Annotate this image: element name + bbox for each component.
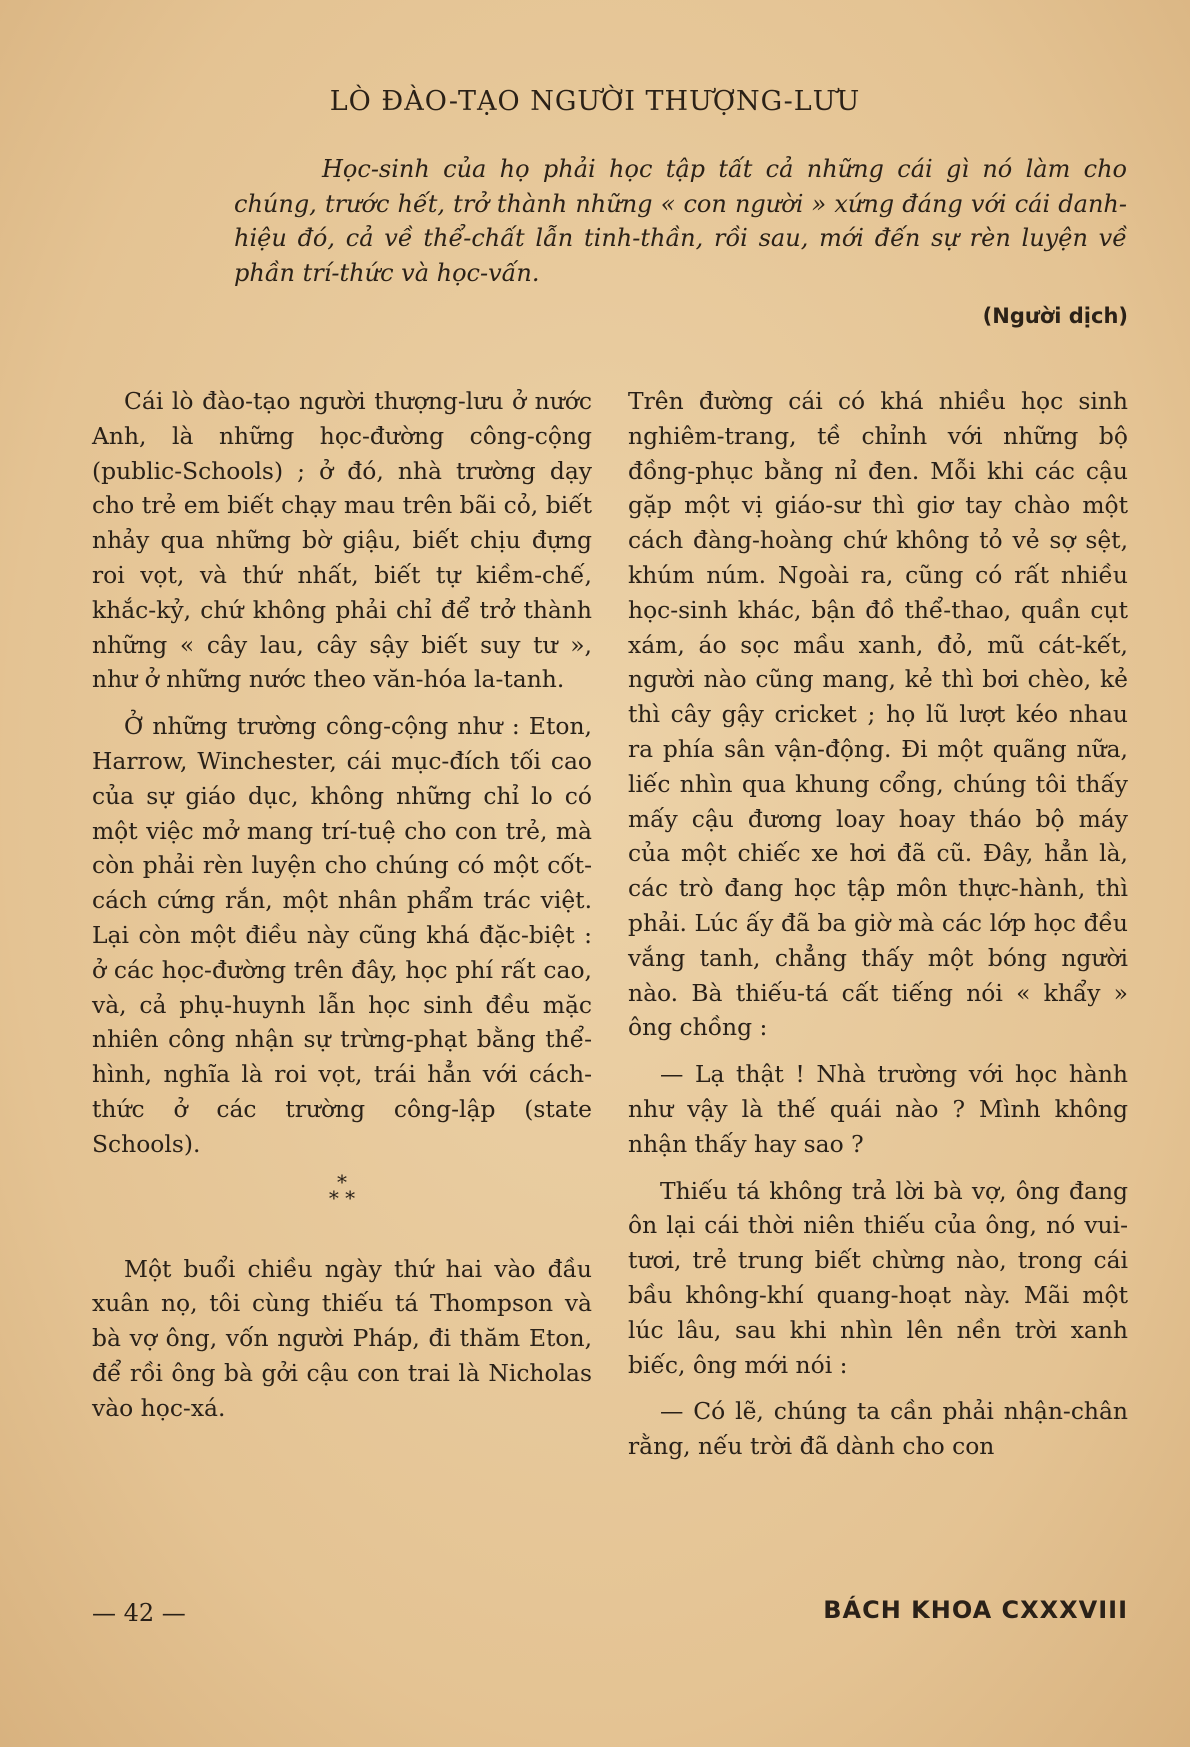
journal-name: BÁCH KHOA CXXXVIII (823, 1596, 1128, 1624)
paragraph: — Có lẽ, chúng ta cần phải nhận-chân rằng, nếu trời đã dành cho con (628, 1397, 1128, 1461)
epigraph (234, 152, 1127, 290)
article-title: LÒ ĐÀO-TẠO NGƯỜI THƯỢNG-LƯU (329, 86, 861, 117)
paragraph: — Lạ thật ! Nhà trường với học hành như vậy là thế quái nào ? Mình không nhận thấy hay sao ? (628, 1060, 1128, 1158)
paragraph: Trên đường cái có khá nhiều học sinh nghiêm-trang, tề chỉnh với những bộ đồng-phục bằng nỉ đen. Mỗi khi các cậu gặp một vị giáo-sư thì giơ tay chào một cách đàng-hoàng chứ không tỏ vẻ sợ sệt, khúm núm. Ngoài ra, cũng có rất nhiều học-sinh khác, bận đồ thể-thao, quần cụt xám, áo sọc mầu xanh, đỏ, mũ cát-kết, người nào cũng mang, kẻ thì bơi chèo, kẻ thì cây gậy cricket ; họ lũ lượt kéo nhau ra phía sân vận-động. Đi một quãng nữa, liếc nhìn qua khung cổng, chúng tôi thấy mấy cậu đương loay hoay tháo bộ máy của một chiếc xe hơi đã cũ. Đây, hẳn là, các trò đang học tập môn thực-hành, thì phải. Lúc ấy đã ba giờ mà các lớp học đều vắng tanh, chẳng thấy một bóng người nào. Bà thiếu-tá cất tiếng nói « khẩy » ông chồng : (628, 387, 1128, 1042)
paragraph: Một buổi chiều ngày thứ hai vào đầu xuân nọ, tôi cùng thiếu tá Thompson và bà vợ ông, vốn người Pháp, đi thăm Eton, để rồi ông bà gởi cậu con trai là Nicholas vào học-xá. (92, 1254, 592, 1422)
paragraph: Thiếu tá không trả lời bà vợ, ông đang ôn lại cái thời niên thiếu của ông, nó vui-tươi, trẻ trung biết chừng nào, trong cái bầu không-khí quang-hoạt này. Mãi một lúc lâu, sau khi nhìn lên nền trời xanh biếc, ông mới nói : (628, 1176, 1128, 1379)
divider-asterisks: * * * (328, 1169, 356, 1210)
section-divider (92, 1169, 592, 1210)
paragraph: Ở những trường công-cộng như : Eton, Harrow, Winchester, cái mục-đích tối cao của sự giáo dục, không những chỉ lo có một việc mở mang trí-tuệ cho con trẻ, mà còn phải rèn luyện cho chúng có một cốt-cách cứng rắn, một nhân phẩm trác việt. Lại còn một điều này cũng khá đặc-biệt : ở các học-đường trên đây, học phí rất cao, và, cả phụ-huynh lẫn học sinh đều mặc nhiên công nhận sự trừng-phạt bằng thể-hình, nghĩa là roi vọt, trái hẳn với cách-thức ở các trường công-lập (state Schools). (92, 712, 592, 1158)
right-column (628, 384, 1128, 1476)
translator-credit: (Người dịch) (982, 304, 1128, 328)
left-column (92, 384, 592, 1438)
paragraph: Cái lò đào-tạo người thượng-lưu ở nước Anh, là những học-đường công-cộng (public-Schools) ; ở đó, nhà trường dạy cho trẻ em biết chạy mau trên bãi cỏ, biết nhảy qua những bờ giậu, biết chịu đựng roi vọt, và thứ nhất, biết tự kiềm-chế, khắc-kỷ, chứ không phải chỉ để trở thành những « cây lau, cây sậy biết suy tư », như ở những nước theo văn-hóa la-tanh. (92, 387, 592, 694)
page-number: — 42 — (92, 1599, 186, 1627)
epigraph-text: Học-sinh của họ phải học tập tất cả những cái gì nó làm cho chúng, trước hết, trở thành những « con người » xứng đáng với cái danh-hiệu đó, cả về thể-chất lẫn tinh-thần, rồi sau, mới đến sự rèn luyện về phần trí-thức và học-vấn. (234, 155, 1127, 287)
